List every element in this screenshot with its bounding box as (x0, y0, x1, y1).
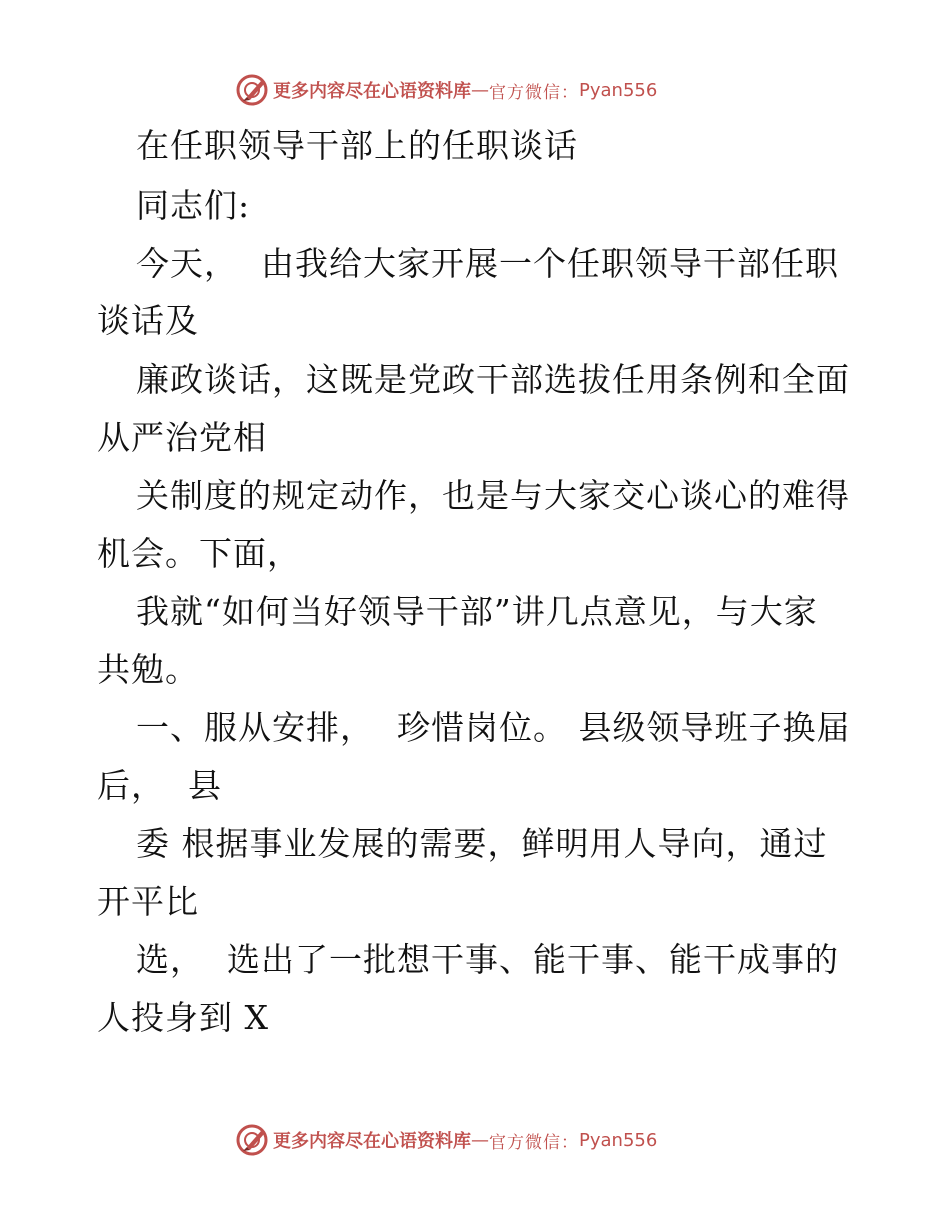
paragraph-line: 谈话及 (97, 301, 199, 340)
paragraph-line: 共勉。 (97, 650, 199, 689)
paragraph-line: 机会。下面， (97, 534, 301, 573)
banner-dash: — (471, 79, 489, 101)
pen-logo-icon (235, 73, 269, 107)
banner-dash: — (471, 1129, 489, 1151)
banner-wechat-id: Pyan556 (579, 79, 658, 101)
paragraph-line: 人投身到 X (97, 998, 269, 1037)
section-heading-line: 一、服从安排， 珍惜岗位。 县级领导班子换届 (136, 708, 851, 747)
banner-wechat-label: 官方微信： (489, 1132, 579, 1153)
banner-title: 更多内容尽在心语资料库 (273, 81, 471, 102)
banner-title: 更多内容尽在心语资料库 (273, 1131, 471, 1152)
document-title: 在任职领导干部上的任职谈话 (136, 126, 578, 165)
paragraph-line: 开平比 (97, 882, 199, 921)
paragraph-line: 委 根据事业发展的需要，鲜明用人导向，通过 (136, 824, 828, 863)
paragraph-line: 关制度的规定动作，也是与大家交心谈心的难得 (136, 476, 850, 515)
paragraph-line: 后， 县 (97, 766, 222, 805)
header-banner (235, 70, 657, 110)
paragraph-line: 选， 选出了一批想干事、能干事、能干成事的 (136, 940, 839, 979)
banner-wechat-label: 官方微信： (489, 82, 579, 103)
pen-logo-icon (235, 1123, 269, 1157)
paragraph-line: 廉政谈话，这既是党政干部选拔任用条例和全面 (136, 360, 850, 399)
paragraph-line: 从严治党相 (97, 418, 267, 457)
paragraph-line: 我就“如何当好领导干部”讲几点意见，与大家 (136, 592, 818, 631)
salutation: 同志们: (136, 186, 251, 225)
paragraph-line: 今天， 由我给大家开展一个任职领导干部任职 (136, 244, 839, 283)
footer-banner (235, 1120, 657, 1160)
banner-wechat-id: Pyan556 (579, 1129, 658, 1151)
